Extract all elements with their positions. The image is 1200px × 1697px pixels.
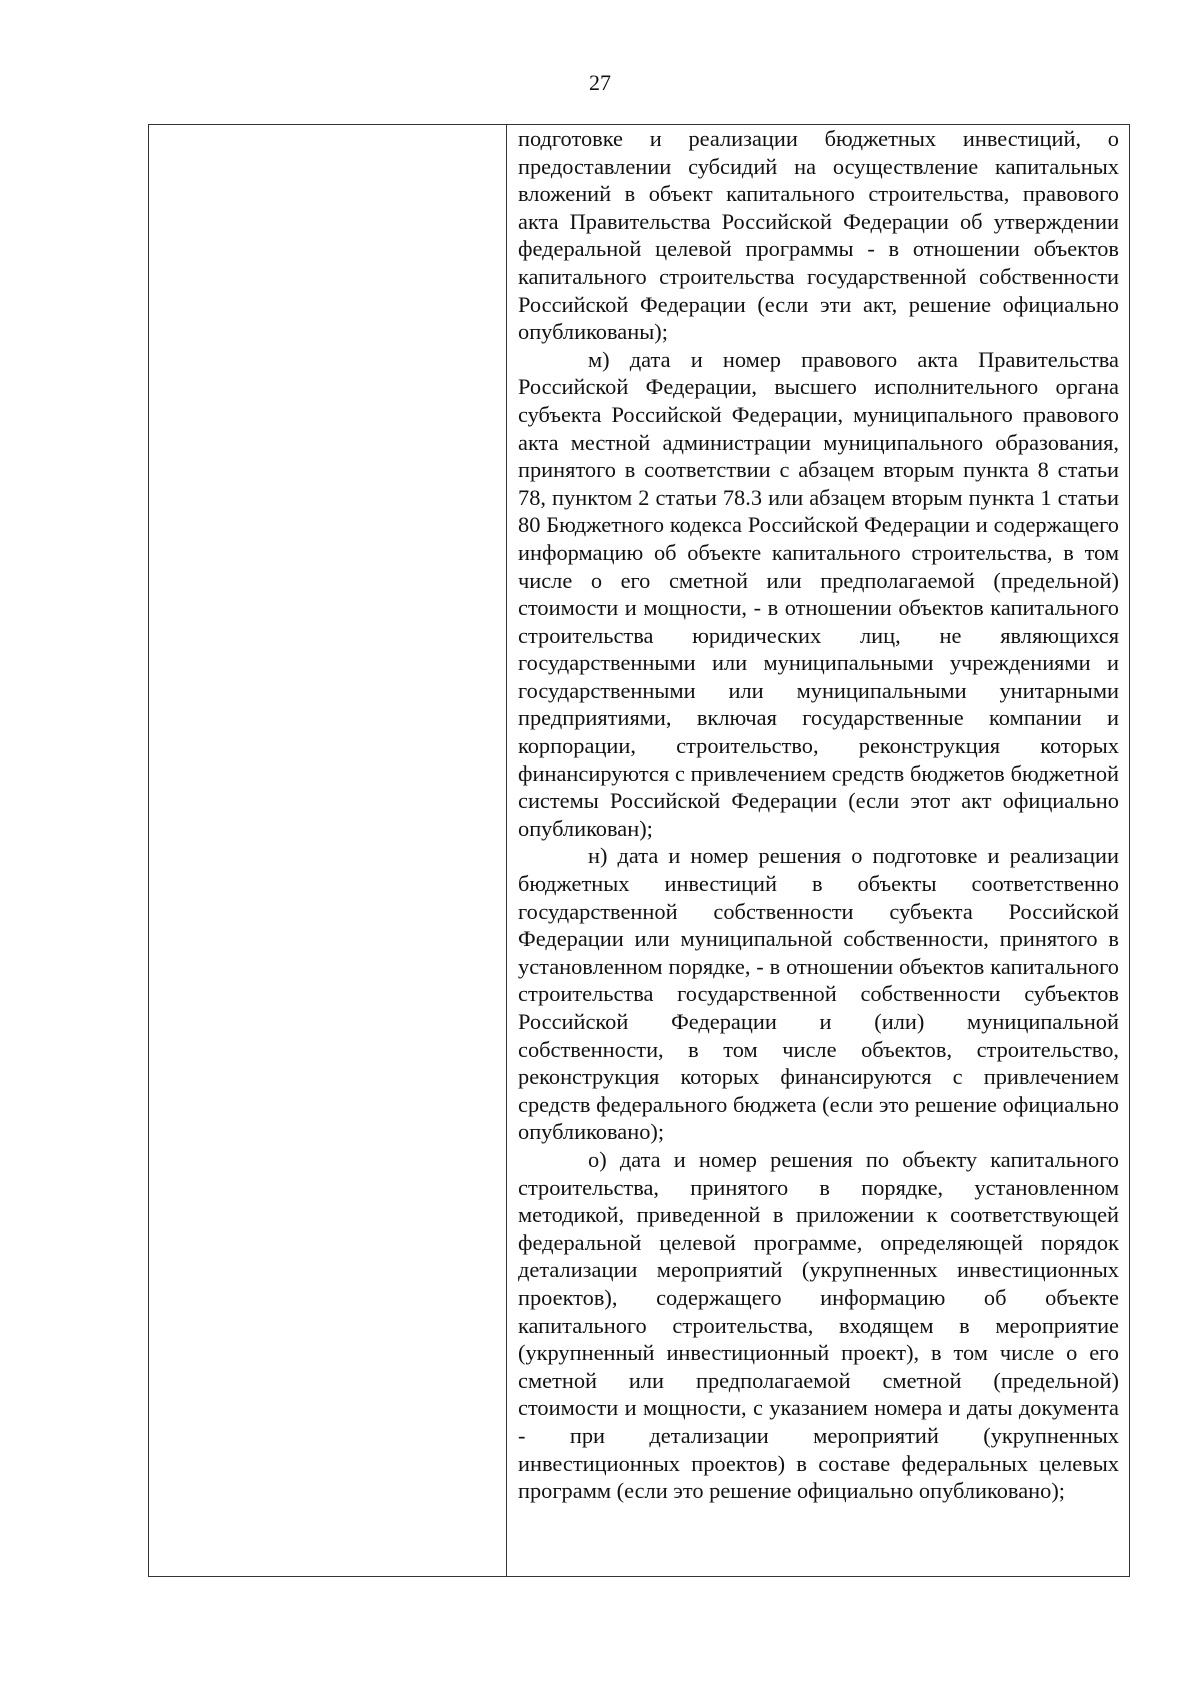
table-cell-left — [149, 125, 507, 1576]
page-number: 27 — [589, 70, 611, 95]
paragraph-item-o: о) дата и номер решения по объекту капитального строительства, принятого в порядке, установленном методикой, приведенной в приложении к соответствующей федеральной целевой программе, определяющей порядок детализации мероприятий (укрупненных инвестиционных проектов), содержащего информацию об объекте капитального строительства, входящем в мероприятие (укрупненный инвестиционный проект), в том числе о его сметной или предполагаемой сметной (предельной) стоимости и мощности, с указанием номера и даты документа - при детализации мероприятий (укрупненных инвестиционных проектов) в составе федеральных целевых программ (если это решение официально опубликовано); — [518, 1146, 1119, 1504]
paragraph-continuation: подготовке и реализации бюджетных инвестиций, о предоставлении субсидий на осуществление капитальных вложений в объект капитального строительства, правового акта Правительства Российской Федерации об утверждении федеральной целевой программы - в отношении объектов капитального строительства государственной собственности Российской Федерации (если эти акт, решение официально опубликованы); — [518, 126, 1119, 345]
paragraph-item-m: м) дата и номер правового акта Правительства Российской Федерации, высшего исполнительного органа субъекта Российской Федерации, муниципального правового акта местной администрации муниципального образования, принятого в соответствии с абзацем вторым пункта 8 статьи 78, пунктом 2 статьи 78.3 или абзацем вторым пункта 1 статьи 80 Бюджетного кодекса Российской Федерации и содержащего информацию об объекте капитального строительства, в том числе о его сметной или предполагаемой (предельной) стоимости и мощности, - в отношении объектов капитального строительства юридических лиц, не являющихся государственными или муниципальными учреждениями и государственными или муниципальными унитарными предприятиями, включая государственные компании и корпорации, строительство, реконструкция которых финансируются с привлечением средств бюджетов бюджетной системы Российской Федерации (если этот акт официально опубликован); — [518, 346, 1119, 841]
table-cell-right — [507, 125, 1129, 1576]
paragraph-item-n: н) дата и номер решения о подготовке и реализации бюджетных инвестиций в объекты соответственно государственной собственности субъекта Российской Федерации или муниципальной собственности, принятого в установленном порядке, - в отношении объектов капитального строительства государственной собственности субъектов Российской Федерации и (или) муниципальной собственности, в том числе объектов, строительство, реконструкция которых финансируются с привлечением средств федерального бюджета (если это решение официально опубликовано); — [518, 843, 1119, 1145]
document-table — [148, 124, 1130, 1577]
